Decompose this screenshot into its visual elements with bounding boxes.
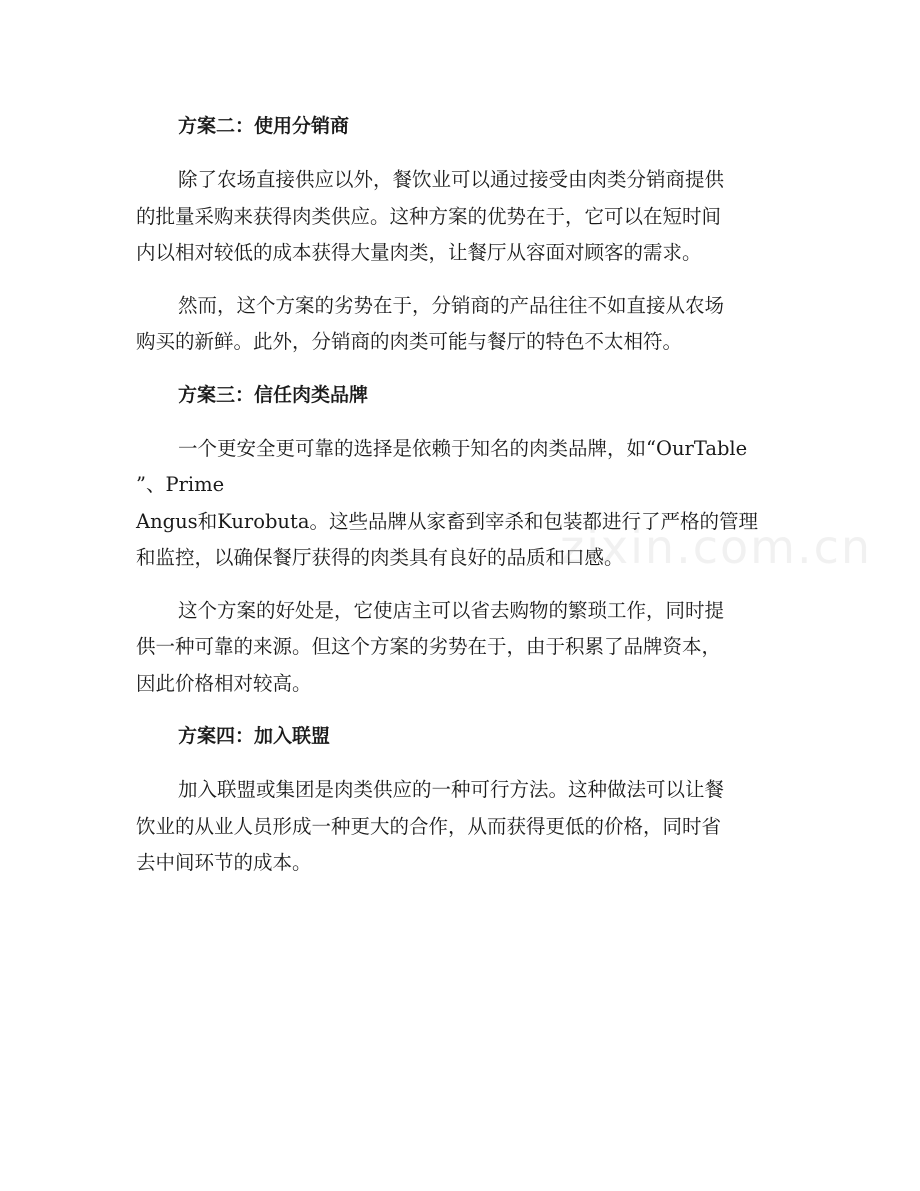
text-line: 一个更安全更可靠的选择是依赖于知名的肉类品牌，如“OurTable [178, 436, 748, 460]
text-line: 加入联盟或集团是肉类供应的一种可行方法。这种做法可以让餐 [178, 778, 725, 801]
text-line: 除了农场直接供应以外，餐饮业可以通过接受由肉类分销商提供 [178, 168, 725, 191]
watermark: zixin.com.cn [560, 520, 873, 574]
text-line: Angus和Kurobuta。这些品牌从家畜到宰杀和包装都进行了严格的管理 [136, 509, 758, 533]
text-line: ”、Prime [136, 473, 225, 496]
section-heading-plan-2: 方案二：使用分销商 [178, 115, 350, 137]
text-line: 供一种可靠的来源。但这个方案的劣势在于，由于积累了品牌资本， [136, 635, 722, 658]
text-line: 饮业的从业人员形成一种更大的合作，从而获得更低的价格，同时省 [136, 814, 722, 838]
section-heading-plan-4: 方案四：加入联盟 [178, 725, 331, 747]
paragraph [136, 431, 786, 577]
text-line: 然而，这个方案的劣势在于，分销商的产品往往不如直接从农场 [178, 293, 725, 317]
text-line: 购买的新鲜。此外，分销商的肉类可能与餐厅的特色不太相符。 [136, 330, 683, 353]
paragraph [136, 162, 786, 272]
paragraph [136, 772, 786, 882]
text-line: 去中间环节的成本。 [136, 851, 312, 874]
document-body [136, 108, 786, 898]
text-line: 因此价格相对较高。 [136, 671, 312, 695]
section-heading-plan-3: 方案三：信任肉类品牌 [178, 383, 369, 406]
text-line: 的批量采购来获得肉类供应。这种方案的优势在于，它可以在短时间 [136, 204, 722, 228]
text-line: 内以相对较低的成本获得大量肉类，让餐厅从容面对顾客的需求。 [136, 241, 702, 264]
text-line: 和监控，以确保餐厅获得的肉类具有良好的品质和口感。 [136, 546, 624, 569]
text-line: 这个方案的好处是，它使店主可以省去购物的繁琐工作，同时提 [178, 598, 725, 622]
paragraph [136, 593, 786, 703]
paragraph [136, 288, 786, 361]
